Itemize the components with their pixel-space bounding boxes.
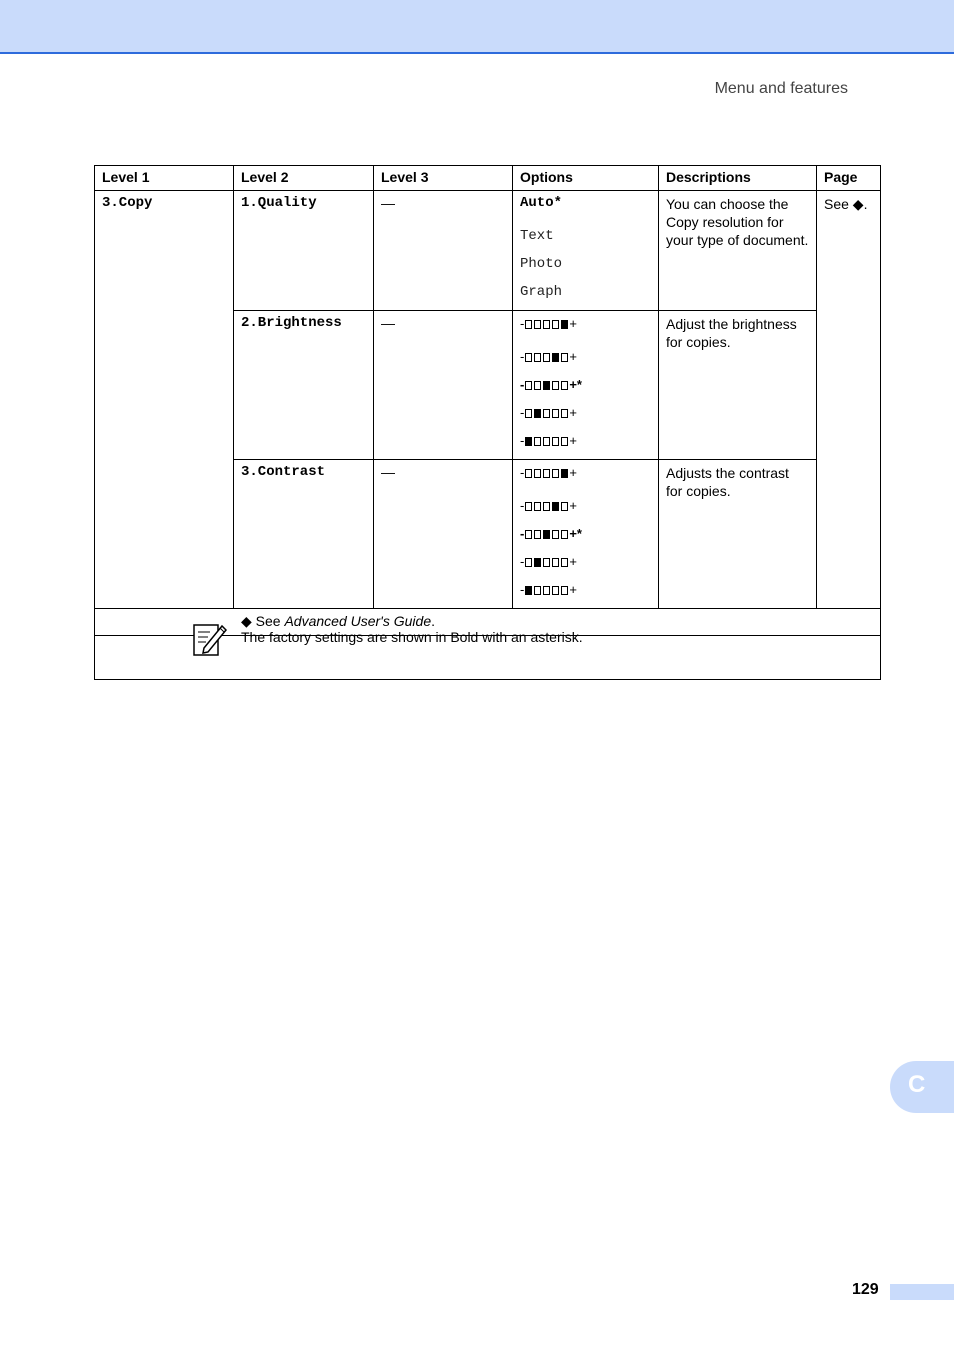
brightness-description: Adjust the brightness for copies. (659, 311, 817, 460)
option-text: Text (520, 228, 554, 244)
col-header-page: Page (817, 166, 881, 191)
scale-square (525, 558, 532, 567)
scale-square (534, 530, 541, 539)
col-header-level1: Level 1 (95, 166, 234, 191)
chapter-tab-label: C (908, 1071, 926, 1098)
col-header-options: Options (513, 166, 659, 191)
scale-square (561, 320, 568, 329)
scale-square (534, 437, 541, 446)
level1-copy: 3.Copy (95, 191, 234, 609)
scale-square (552, 437, 559, 446)
page-number-bar (890, 1284, 954, 1300)
scale-square (543, 502, 550, 511)
chapter-tab (890, 1061, 954, 1113)
level2-brightness: 2.Brightness (234, 311, 374, 460)
level3-brightness: — (374, 311, 513, 460)
col-header-descriptions: Descriptions (659, 166, 817, 191)
running-title: Menu and features (714, 80, 848, 97)
scale-square (552, 586, 559, 595)
scale-square (552, 469, 559, 478)
scale-square (561, 558, 568, 567)
footnote-prefix: ◆ See (241, 613, 285, 629)
scale-square (543, 558, 550, 567)
scale-option: - + (520, 433, 577, 448)
scale-square (561, 469, 568, 478)
scale-square (552, 381, 559, 390)
scale-square (552, 558, 559, 567)
scale-square (561, 502, 568, 511)
scale-square (525, 502, 532, 511)
scale-square (543, 320, 550, 329)
scale-square (552, 530, 559, 539)
scale-option: - +* (520, 377, 582, 392)
contrast-description: Adjusts the contrast for copies. (659, 460, 817, 609)
scale-square (543, 381, 550, 390)
scale-option: - + (520, 554, 577, 569)
copy-menu-table (94, 165, 881, 680)
scale-option: - + (520, 316, 577, 331)
scale-option: - + (520, 465, 577, 480)
scale-option: - +* (520, 526, 582, 541)
scale-square (525, 320, 532, 329)
scale-square (534, 320, 541, 329)
scale-square (525, 409, 532, 418)
scale-square (543, 586, 550, 595)
brightness-options (513, 311, 659, 460)
scale-square (534, 353, 541, 362)
scale-square (534, 586, 541, 595)
footnote-suffix: . (431, 613, 435, 629)
quality-description: You can choose the Copy resolution for your type of document. (659, 191, 817, 311)
factory-settings-note: The factory settings are shown in Bold with an asterisk. (241, 629, 583, 645)
scale-square (525, 530, 532, 539)
scale-square (552, 353, 559, 362)
scale-square (561, 530, 568, 539)
scale-square (552, 409, 559, 418)
scale-square (543, 353, 550, 362)
scale-square (561, 437, 568, 446)
scale-square (552, 502, 559, 511)
scale-square (534, 469, 541, 478)
scale-square (543, 469, 550, 478)
scale-option: - + (520, 349, 577, 364)
scale-option: - + (520, 405, 577, 420)
scale-option: - + (520, 582, 577, 597)
col-header-level3: Level 3 (374, 166, 513, 191)
quality-options (513, 191, 659, 311)
scale-square (534, 502, 541, 511)
contrast-options (513, 460, 659, 609)
option-auto: Auto* (520, 195, 563, 211)
level2-contrast: 3.Contrast (234, 460, 374, 609)
scale-option: - + (520, 498, 577, 513)
page-reference: See ◆. (817, 191, 881, 609)
scale-square (543, 409, 550, 418)
scale-square (561, 409, 568, 418)
table-row (95, 191, 881, 311)
scale-square (525, 381, 532, 390)
note-pencil-icon (192, 620, 228, 658)
scale-square (561, 586, 568, 595)
scale-square (543, 530, 550, 539)
footnote-guide-title: Advanced User's Guide (284, 613, 432, 629)
option-photo: Photo (520, 256, 563, 272)
scale-square (543, 437, 550, 446)
scale-square (525, 437, 532, 446)
option-graph: Graph (520, 284, 563, 300)
scale-square (561, 381, 568, 390)
col-header-level2: Level 2 (234, 166, 374, 191)
scale-square (534, 381, 541, 390)
page-number: 129 (852, 1281, 879, 1298)
scale-square (525, 586, 532, 595)
top-header-band (0, 0, 954, 54)
level2-quality: 1.Quality (234, 191, 374, 311)
table-header-row (95, 166, 881, 191)
scale-square (534, 558, 541, 567)
scale-square (525, 469, 532, 478)
scale-square (552, 320, 559, 329)
level3-quality: — (374, 191, 513, 311)
scale-square (561, 353, 568, 362)
scale-square (534, 409, 541, 418)
level3-contrast: — (374, 460, 513, 609)
scale-square (525, 353, 532, 362)
